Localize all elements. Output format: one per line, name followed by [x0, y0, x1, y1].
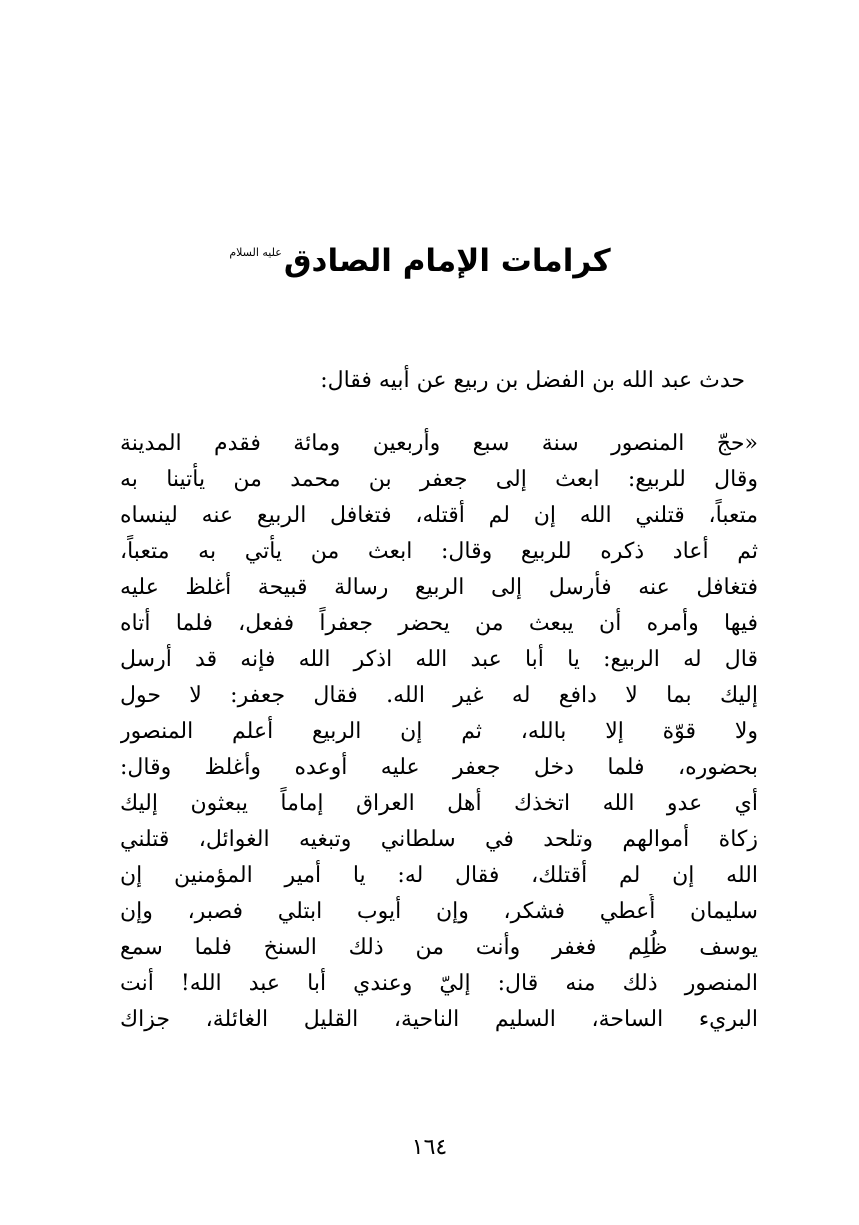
- text-line: وقال للربيع: ابعث إلى جعفر بن محمد من يأتينا به: [120, 467, 758, 492]
- text-line: أي عدو الله اتخذك أهل العراق إماماً يبعثون إليك: [120, 791, 758, 816]
- text-line: زكاة أموالهم وتلحد في سلطاني وتبغيه الغوائل، قتلني: [120, 827, 758, 852]
- body-text: [120, 426, 758, 1038]
- text-line: قال له الربيع: يا أبا عبد الله اذكر الله فإنه قد أرسل: [120, 647, 758, 672]
- text-line: فيها وأمره أن يبعث من يحضر جعفراً ففعل، فلما أتاه: [120, 611, 758, 636]
- honorific-text: عليه السلام: [229, 246, 282, 259]
- text-line: إليك بما لا دافع له غير الله. فقال جعفر: لا حول: [120, 683, 758, 708]
- text-line: بحضوره، فلما دخل جعفر عليه أوعده وأغلظ وقال:: [120, 755, 758, 780]
- chapter-title-text: كرامات الإمام الصادق: [283, 243, 611, 279]
- text-line: يوسف ظُلِم فغفر وأنت من ذلك السنخ فلما سمع: [120, 935, 758, 960]
- text-line: المنصور ذلك منه قال: إليّ وعندي أبا عبد الله! أنت: [120, 971, 758, 996]
- text-line: الله إن لم أقتلك، فقال له: يا أمير المؤمنين إن: [120, 863, 758, 888]
- text-line: البريء الساحة، السليم الناحية، القليل الغائلة، جزاك: [120, 1007, 758, 1032]
- text-line: متعباً، قتلني الله إن لم أقتله، فتغافل الربيع عنه لينساه: [120, 503, 758, 528]
- text-line: ولا قوّة إلا بالله، ثم إن الربيع أعلم المنصور: [120, 719, 758, 744]
- text-line: ثم أعاد ذكره للربيع وقال: ابعث من يأتي به متعباً،: [120, 539, 758, 564]
- text-line: فتغافل عنه فأرسل إلى الربيع رسالة قبيحة أغلظ عليه: [120, 575, 758, 600]
- text-line: سليمان أُعطي فشكر، وإن أيوب ابتلي فصبر، وإن: [120, 899, 758, 924]
- intro-line: حدث عبد الله بن الفضل بن ربيع عن أبيه فقال:: [320, 368, 745, 393]
- chapter-title: [200, 243, 640, 279]
- page-number: ١٦٤: [411, 1135, 448, 1160]
- text-line: «حجّ المنصور سنة سبع وأربعين ومائة فقدم المدينة: [120, 431, 758, 456]
